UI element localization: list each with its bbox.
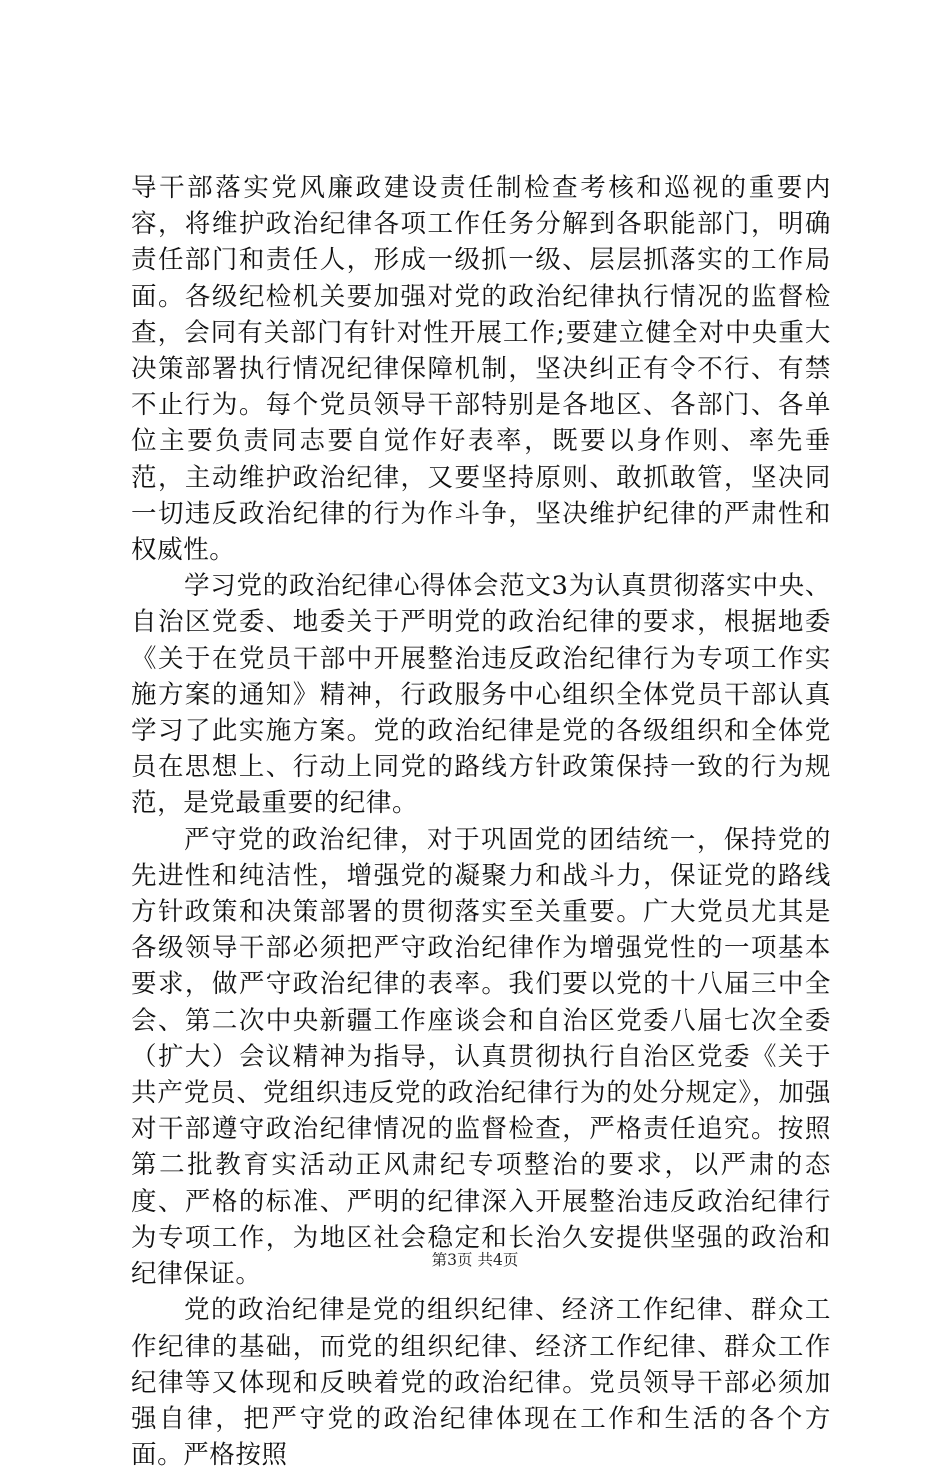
paragraph-strict-discipline: 严守党的政治纪律，对于巩固党的团结统一，保持党的先进性和纯洁性，增强党的凝聚力和战斗力，保证党的路线方针政策和决策部署的贯彻落实至关重要。广大党员尤其是各级领导干部必须把严守政治纪律作为增强党性的一项基本要求，做严守政治纪律的表率。我们要以党的十八届三中全会、第二次中央新疆工作座谈会和自治区党委八届七次全委（扩大）会议精神为指导，认真贯彻执行自治区党委《关于共产党员、党组织违反党的政治纪律行为的处分规定》，加强对干部遵守政治纪律情况的监督检查，严格责任追究。按照第二批教育实活动正风肃纪专项整治的要求，以严肃的态度、严格的标准、严明的纪律深入开展整治违反政治纪律行为专项工作，为地区社会稳定和长治久安提供坚强的政治和纪律保证。 bbox=[131, 824, 831, 1290]
paragraph-political-discipline-basis: 党的政治纪律是党的组织纪律、经济工作纪律、群众工作纪律的基础，而党的组织纪律、经济工作纪律、群众工作纪律等又体现和反映着党的政治纪律。党员领导干部必须加强自律，把严守党的政治纪律体现在工作和生活的各个方面。严格按照 bbox=[131, 1295, 831, 1471]
document-body bbox=[131, 170, 831, 1473]
page-footer: 第3页 共4页 bbox=[431, 1251, 519, 1269]
paragraph-sample-intro: 学习党的政治纪律心得体会范文3为认真贯彻落实中央、自治区党委、地委关于严明党的政治纪律的要求，根据地委《关于在党员干部中开展整治违反政治纪律行为专项工作实施方案的通知》精神，行政服务中心组织全体党员干部认真学习了此实施方案。党的政治纪律是党的各级组织和全体党员在思想上、行动上同党的路线方针政策保持一致的行为规范，是党最重要的纪律。 bbox=[131, 571, 831, 819]
paragraph-continuation: 导干部落实党风廉政建设责任制检查考核和巡视的重要内容，将维护政治纪律各项工作任务分解到各职能部门，明确责任部门和责任人，形成一级抓一级、层层抓落实的工作局面。各级纪检机关要加强对党的政治纪律执行情况的监督检查，会同有关部门有针对性开展工作;要建立健全对中央重大决策部署执行情况纪律保障机制，坚决纠正有令不行、有禁不止行为。每个党员领导干部特别是各地区、各部门、各单位主要负责同志要自觉作好表率，既要以身作则、率先垂范，主动维护政治纪律，又要坚持原则、敢抓敢管，坚决同一切违反政治纪律的行为作斗争，坚决维护纪律的严肃性和权威性。 bbox=[131, 173, 831, 566]
